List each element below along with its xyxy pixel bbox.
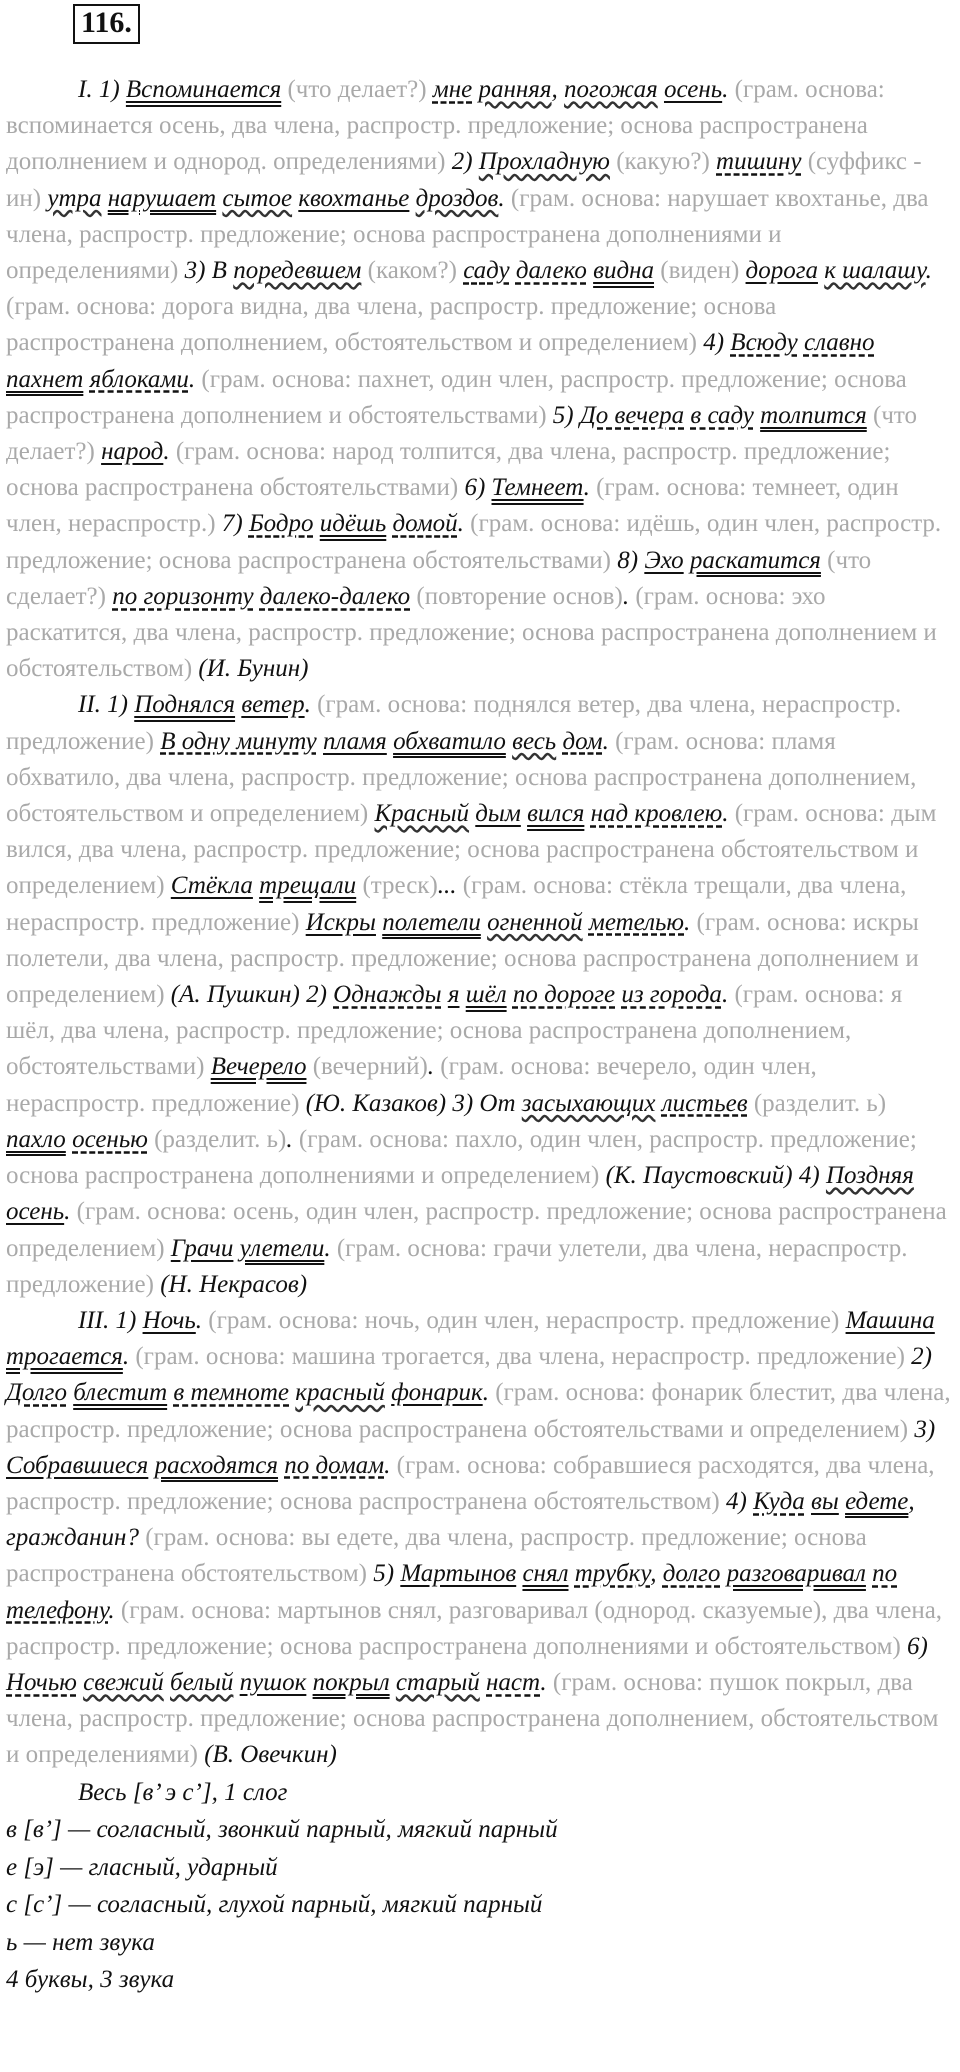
grammar-note: (повторение основ) xyxy=(410,582,623,610)
grammar-note: (грам. основа: машина трогается, два члена, нераспростр. предложение) xyxy=(135,1343,912,1371)
grammar-note: (грам. основа: вечерело, один член, нераспростр. предложение) xyxy=(6,1053,817,1117)
sentence-fragment: над кровлею xyxy=(590,800,723,828)
sentence-fragment: дом xyxy=(562,727,603,755)
sentence-fragment: сытое xyxy=(222,184,293,212)
sentence-fragment: я xyxy=(447,981,460,1009)
grammar-note: (виден) xyxy=(654,257,746,285)
grammar-note: (грам. основа: осень, один член, распростр. предложение; основа распространена определением) xyxy=(6,1198,947,1262)
sentence-fragment: утра xyxy=(47,184,102,212)
grammar-note: (вечерний) xyxy=(306,1053,428,1081)
sentence-fragment: 7) xyxy=(221,510,249,538)
sentence-fragment: белый xyxy=(170,1668,234,1696)
grammar-note: (что сделает?) xyxy=(6,546,872,610)
sentence-fragment: . xyxy=(722,800,735,828)
sentence-fragment: дроздов xyxy=(415,184,499,212)
sentence-fragment: . xyxy=(188,365,202,393)
sentence-fragment: . xyxy=(108,1596,121,1624)
section-3 xyxy=(6,1303,951,1774)
grammar-note: (грам. основа: фонарик блестит, два члена, распростр. предложение; основа распространена обстоятельствами и определением) xyxy=(6,1379,951,1443)
grammar-note: (грам. основа: народ толпится, два члена, распростр. предложение; основа распространена обстоятельствами) xyxy=(6,438,891,502)
sentence-fragment: полетели xyxy=(382,908,481,936)
sentence-fragment: метелью xyxy=(588,908,685,936)
sentence-fragment: . xyxy=(427,1053,441,1081)
sentence-fragment: разговаривал xyxy=(726,1560,866,1588)
sentence-fragment: Ночью xyxy=(6,1668,77,1696)
sentence-fragment: . xyxy=(925,257,932,285)
sentence-fragment: народ xyxy=(101,438,164,466)
sentence-fragment: . xyxy=(195,1306,209,1334)
phonetic-line: е [э] — гласный, ударный xyxy=(6,1853,278,1881)
sentence-fragment: пламя xyxy=(323,727,387,755)
sentence-fragment: из города xyxy=(621,981,722,1009)
sentence-fragment: Вечерело xyxy=(210,1053,307,1081)
sentence-fragment: расходятся xyxy=(154,1451,279,1479)
sentence-fragment: листьев xyxy=(661,1089,748,1117)
sentence-fragment: засыхающих xyxy=(521,1089,656,1117)
sentence-fragment: идёшь xyxy=(319,510,387,538)
sentence-fragment: В одну минуту xyxy=(160,727,317,755)
sentence-fragment: Темнеет xyxy=(491,474,584,502)
sentence-fragment: I. 1) xyxy=(78,76,126,103)
grammar-note: (суффикс - ин) xyxy=(6,148,922,212)
grammar-note: (грам. основа: поднялся ветер, два члена, нераспростр. предложение) xyxy=(6,691,902,755)
sentence-fragment: . xyxy=(622,582,636,610)
grammar-note: (что делает?) xyxy=(281,76,433,103)
sentence-fragment: . xyxy=(122,1343,136,1371)
phonetic-title: Весь [в’ э с’], 1 слог xyxy=(78,1778,288,1806)
sentence-fragment: далеко xyxy=(515,257,587,285)
sentence-fragment: дым xyxy=(475,800,521,828)
sentence-fragment: далеко-далеко xyxy=(259,582,411,610)
sentence-fragment: (Ю. Казаков) 3) От xyxy=(305,1089,522,1117)
sentence-fragment: , xyxy=(650,1560,663,1588)
sentence-fragment: Долго xyxy=(6,1379,67,1407)
grammar-note: (треск) xyxy=(356,872,438,900)
sentence-fragment: снял xyxy=(522,1560,569,1588)
grammar-note: (разделит. ь) xyxy=(147,1125,287,1153)
sentence-fragment: Грачи xyxy=(170,1234,234,1262)
sentence-fragment: (В. Овечкин) xyxy=(204,1741,337,1769)
sentence-fragment: Бодро xyxy=(248,510,314,538)
sentence-fragment: домой xyxy=(392,510,458,538)
grammar-note: (грам. основа: нарушает квохтанье, два члена, распростр. предложение; основа распространена дополнениями и определениями) xyxy=(6,184,929,285)
grammar-note: (грам. основа: искры полетели, два члена, распростр. предложение; основа распространена дополнением и определением) xyxy=(6,908,919,1009)
grammar-note: (грам. основа: пахнет, один член, распростр. предложение; основа распространена дополнением и обстоятельствами) xyxy=(6,365,907,429)
sentence-fragment: Эхо xyxy=(644,546,684,574)
sentence-fragment: 2) xyxy=(451,148,479,176)
sentence-fragment: . xyxy=(324,1234,337,1262)
grammar-note: (грам. основа: мартынов снял, разговаривал (однород. сказуемые), два члена, распростр. предложение; основа распространена дополнениями и обстоятельством) xyxy=(6,1596,943,1660)
grammar-note: (грам. основа: пахло, один член, распростр. предложение; основа распространена дополнениями и определением) xyxy=(6,1125,917,1190)
grammar-note: (грам. основа: стёкла трещали, два члена, нераспростр. предложение) xyxy=(6,872,907,936)
sentence-fragment: Поздняя xyxy=(825,1162,914,1190)
sentence-fragment: ... xyxy=(437,872,463,900)
sentence-fragment: Ночь xyxy=(142,1306,196,1334)
sentence-fragment: III. 1) xyxy=(78,1306,143,1334)
sentence-fragment: толпится xyxy=(760,401,867,429)
sentence-fragment: пахнет xyxy=(6,365,84,393)
sentence-fragment: по домам xyxy=(284,1451,385,1479)
sentence-fragment: . xyxy=(64,1198,77,1226)
sentence-fragment: Поднялся xyxy=(134,691,236,719)
sentence-fragment: . xyxy=(722,76,735,103)
sentence-fragment: блестит xyxy=(73,1379,168,1407)
sentence-fragment: саду xyxy=(463,257,510,285)
sentence-fragment: 8) xyxy=(617,546,645,574)
phonetic-line: ь — нет звука xyxy=(6,1928,155,1956)
sentence-fragment: 3) xyxy=(914,1415,936,1443)
sentence-fragment: 3) В xyxy=(184,257,234,285)
sentence-fragment: фонарик xyxy=(391,1379,483,1407)
sentence-fragment: едете xyxy=(845,1487,909,1515)
sentence-fragment: 2) xyxy=(911,1343,932,1371)
sentence-fragment: вился xyxy=(527,800,585,828)
grammar-note: (грам. основа: темнеет, один член, нераспростр.) xyxy=(6,474,899,538)
sentence-fragment: . xyxy=(482,1379,496,1407)
sentence-fragment: нарушает xyxy=(107,184,217,212)
sentence-fragment: раскатится xyxy=(689,546,821,574)
sentence-fragment: яблоками xyxy=(89,365,189,393)
sentence-fragment: 4) xyxy=(725,1487,754,1515)
sentence-fragment: квохтанье xyxy=(298,184,410,212)
grammar-note: (разделит. ь) xyxy=(747,1089,887,1117)
sentence-fragment: видна xyxy=(593,257,655,285)
sentence-fragment: по дороге xyxy=(512,981,616,1009)
sentence-fragment: к шалашу xyxy=(824,257,926,285)
sentence-fragment: улетели xyxy=(239,1234,325,1262)
grammar-note: (грам. основа: пушок покрыл, два члена, распростр. предложение; основа распространена дополнением, обстоятельством и определениями) xyxy=(6,1668,939,1769)
sentence-fragment: 6) xyxy=(464,474,492,502)
sentence-fragment: . xyxy=(457,510,471,538)
sentence-fragment: огненной xyxy=(487,908,583,936)
grammar-note: (грам. основа: эхо раскатится, два члена, распростр. предложение; основа распространена дополнением и обстоятельством) xyxy=(6,582,937,683)
sentence-fragment: Красный xyxy=(374,800,470,828)
sentence-fragment: по телефону xyxy=(6,1560,898,1624)
grammar-note: (грам. основа: вы едете, два члена, распростр. предложение; основа распространена обстоятельством) xyxy=(6,1524,867,1588)
sentence-fragment: трубку xyxy=(574,1560,651,1588)
grammar-note: (грам. основа: ночь, один член, нераспростр. предложение) xyxy=(208,1306,846,1334)
sentence-fragment: вы xyxy=(811,1487,839,1515)
sentence-fragment: красный xyxy=(295,1379,385,1407)
grammar-note: (грам. основа: вспоминается осень, два члена, распростр. предложение; основа распространена дополнением и однород. определениями) xyxy=(6,76,885,176)
sentence-fragment: славно xyxy=(803,329,875,357)
sentence-fragment: . xyxy=(498,184,511,212)
grammar-note: (грам. основа: грачи улетели, два члена, нераспростр. предложение) xyxy=(6,1234,908,1298)
sentence-fragment: Мартынов xyxy=(400,1560,517,1588)
sentence-fragment: Вспоминается xyxy=(125,76,282,103)
sentence-fragment: (К. Паустовский) 4) xyxy=(605,1162,826,1190)
phonetic-line: с [с’] — согласный, глухой парный, мягкий парный xyxy=(6,1891,543,1919)
sentence-fragment: II. 1) xyxy=(78,691,135,719)
sentence-fragment: старый xyxy=(395,1668,480,1696)
sentence-fragment: шёл xyxy=(465,981,507,1009)
sentence-fragment: дорога xyxy=(745,257,818,285)
grammar-note: (грам. основа: идёшь, один член, распростр. предложение; основа распространена обстоятельствами) xyxy=(6,510,942,574)
sentence-fragment: в темноте xyxy=(173,1379,290,1407)
sentence-fragment: трещали xyxy=(259,872,357,900)
sentence-fragment: осень xyxy=(663,76,723,103)
sentence-fragment: . xyxy=(684,908,697,936)
grammar-note: (грам. основа: пламя обхватило, два члена, распростр. предложение; основа распространена дополнением, обстоятельством и определением) xyxy=(6,727,917,828)
sentence-fragment: . xyxy=(163,438,176,466)
grammar-note: (грам. основа: я шёл, два члена, распростр. предложение; основа распространена дополнением, обстоятельствами) xyxy=(6,981,903,1081)
sentence-fragment: в саду xyxy=(690,401,754,429)
sentence-fragment: . xyxy=(286,1125,299,1153)
sentence-fragment: весь xyxy=(512,727,557,755)
exercise-number: 116. xyxy=(73,4,140,44)
sentence-fragment: 6) xyxy=(907,1632,928,1660)
sentence-fragment: Всюду xyxy=(730,329,798,357)
grammar-note: (каком?) xyxy=(361,257,464,285)
sentence-fragment: покрыл xyxy=(312,1668,390,1696)
phonetic-line: 4 буквы, 3 звука xyxy=(6,1966,175,1994)
exercise-text xyxy=(6,72,951,1999)
sentence-fragment: 4) xyxy=(703,329,731,357)
sentence-fragment: Стёкла xyxy=(170,872,253,900)
grammar-note: (что делает?) xyxy=(6,401,917,466)
sentence-fragment: (А. Пушкин) 2) xyxy=(170,981,334,1009)
sentence-fragment: 5) xyxy=(552,401,580,429)
sentence-fragment: осень xyxy=(6,1198,65,1226)
sentence-fragment: Однажды xyxy=(333,981,442,1009)
sentence-fragment: погожая xyxy=(564,76,658,103)
grammar-note: (грам. основа: дым вился, два члена, распростр. предложение; основа распространена обстоятельством и определением) xyxy=(6,800,937,900)
phonetic-line: в [в’] — согласный, звонкий парный, мягкий парный xyxy=(6,1816,558,1844)
sentence-fragment: пахло xyxy=(6,1125,66,1153)
sentence-fragment: . xyxy=(721,981,735,1009)
sentence-fragment: . xyxy=(384,1451,397,1479)
sentence-fragment: по горизонту xyxy=(112,582,254,610)
sentence-fragment: . xyxy=(540,1668,553,1696)
sentence-fragment: (И. Бунин) xyxy=(198,655,309,683)
sentence-fragment: 5) xyxy=(373,1560,401,1588)
sentence-fragment: наст xyxy=(486,1668,541,1696)
sentence-fragment: ветер xyxy=(241,691,305,719)
sentence-fragment: Искры xyxy=(305,908,376,936)
sentence-fragment: (Н. Некрасов) xyxy=(160,1270,308,1298)
sentence-fragment: осенью xyxy=(72,1125,148,1153)
sentence-fragment: Прохладную xyxy=(478,148,610,176)
sentence-fragment: . xyxy=(304,691,318,719)
sentence-fragment: трогается xyxy=(6,1343,123,1371)
phonetic-analysis xyxy=(6,1774,951,1999)
sentence-fragment: обхватило xyxy=(393,727,506,755)
sentence-fragment: свежий xyxy=(83,1668,164,1696)
sentence-fragment: . xyxy=(583,474,597,502)
sentence-fragment: ранняя xyxy=(478,76,552,103)
sentence-fragment: , гражданин? xyxy=(6,1487,915,1552)
grammar-note: (какую?) xyxy=(609,148,717,176)
grammar-note: (грам. основа: собравшиеся расходятся, два члена, распростр. предложение; основа распространена обстоятельством) xyxy=(6,1451,935,1515)
section-2 xyxy=(6,687,951,1302)
sentence-fragment: мне xyxy=(432,76,473,103)
sentence-fragment: . xyxy=(602,727,616,755)
sentence-fragment: тишину xyxy=(716,148,802,176)
sentence-fragment: поредевшем xyxy=(233,257,362,285)
sentence-fragment: До вечера xyxy=(579,401,685,429)
grammar-note: (грам. основа: дорога видна, два члена, распростр. предложение; основа распространена дополнением, обстоятельством и определением) xyxy=(6,293,777,357)
sentence-fragment: , xyxy=(551,76,565,103)
sentence-fragment: долго xyxy=(662,1560,721,1588)
sentence-fragment: пушок xyxy=(239,1668,307,1696)
sentence-fragment: Машина xyxy=(845,1306,935,1334)
sentence-fragment: Собравшиеся xyxy=(6,1451,149,1479)
section-1 xyxy=(6,72,951,687)
sentence-fragment: Куда xyxy=(753,1487,805,1515)
